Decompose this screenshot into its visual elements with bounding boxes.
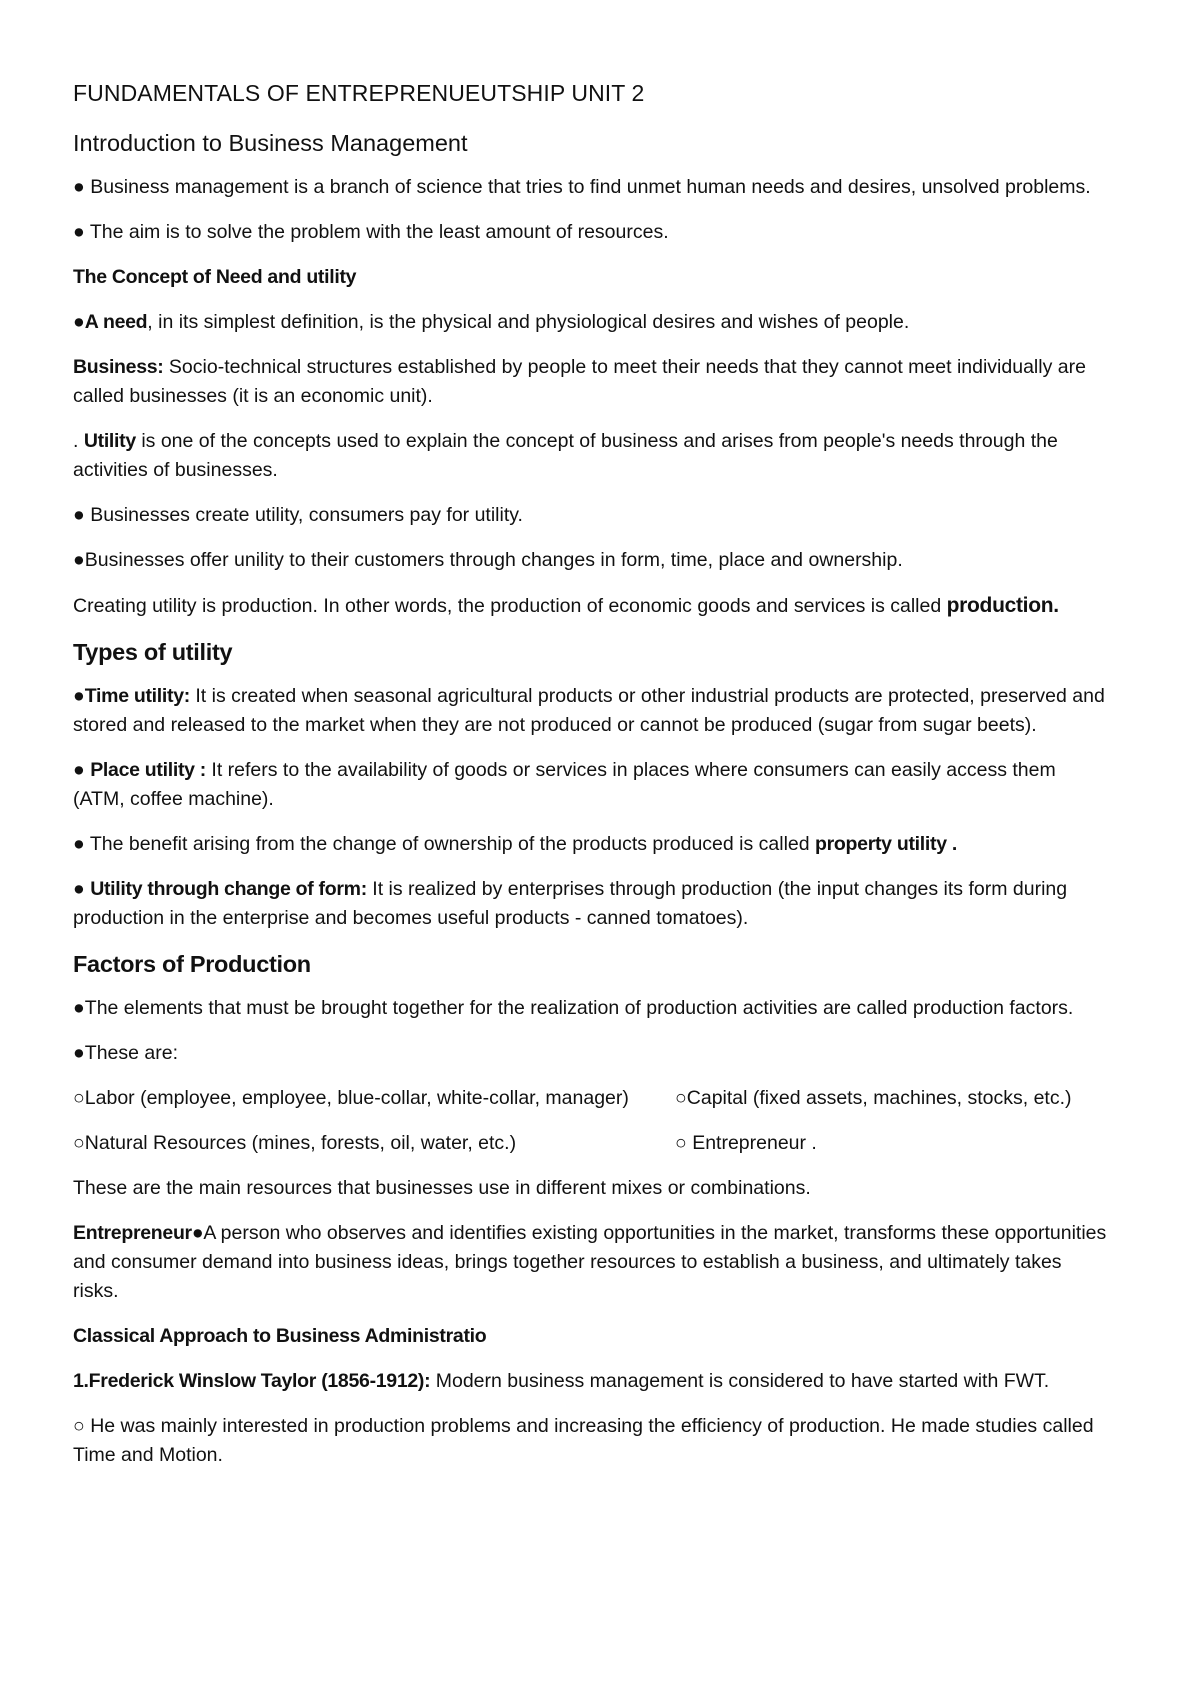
term-place-utility: Place utility : <box>90 759 206 781</box>
property-end: . <box>946 833 957 855</box>
definition-need: , in its simplest definition, is the physical and physiological desires and wishes of people. <box>147 311 910 333</box>
term-taylor: 1.Frederick Winslow Taylor (1856-1912): <box>73 1370 431 1392</box>
document-title: FUNDAMENTALS OF ENTREPRENUEUTSHIP UNIT 2 <box>73 80 645 106</box>
paragraph-time-utility <box>73 682 1108 740</box>
utility-prefix: . <box>73 430 84 452</box>
paragraph-taylor <box>73 1367 1108 1396</box>
paragraph-these-are: ●These are: <box>73 1042 178 1064</box>
section-heading-need-utility: The Concept of Need and utility <box>73 266 357 288</box>
factors-row-2 <box>73 1129 1108 1158</box>
paragraph-create-utility: ● Businesses create utility, consumers pay for utility. <box>73 504 523 526</box>
term-utility: Utility <box>83 430 136 452</box>
paragraph-production-factors: ●The elements that must be brought together for the realization of production activities are called production factors. <box>73 997 1074 1019</box>
list-item-capital: ○Capital (fixed assets, machines, stocks, etc.) <box>675 1087 1072 1109</box>
list-item-labor: ○Labor (employee, employee, blue-collar, white-collar, manager) <box>73 1087 629 1109</box>
definition-form-utility: It is realized by enterprises through production (the input changes its form during production in the enterprise and becomes useful products - canned tomatoes). <box>73 878 1068 929</box>
production-text: Creating utility is production. In other words, the production of economic goods and services is called <box>73 595 947 617</box>
term-production: production. <box>946 594 1059 617</box>
factors-row-1 <box>73 1084 1108 1113</box>
paragraph-entrepreneur <box>73 1219 1108 1306</box>
bullet: ● <box>73 759 91 781</box>
definition-entrepreneur: A person who observes and identifies existing opportunities in the market, transforms these opportunities and consumer demand into business ideas, brings together resources to establish a business, and ultimately takes risks. <box>73 1222 1107 1302</box>
paragraph-utility <box>73 427 1108 485</box>
definition-business: Socio-technical structures established by people to meet their needs that they cannot meet individually are called businesses (it is an economic unit). <box>73 356 1086 407</box>
definition-utility: is one of the concepts used to explain the concept of business and arises from people's needs through the activities of businesses. <box>73 430 1058 481</box>
section-heading-types-of-utility: Types of utility <box>73 639 233 665</box>
list-item-natural-resources: ○Natural Resources (mines, forests, oil, water, etc.) <box>73 1132 517 1154</box>
bullet: ● <box>73 311 85 333</box>
paragraph-aim: ● The aim is to solve the problem with the least amount of resources. <box>73 221 669 243</box>
paragraph-form-utility <box>73 875 1108 933</box>
term-time-utility: Time utility: <box>84 685 190 707</box>
property-text: ● The benefit arising from the change of ownership of the products produced is called <box>73 833 816 855</box>
paragraph-offer-utility: ●Businesses offer unility to their customers through changes in form, time, place and ownership. <box>73 549 903 571</box>
paragraph-time-motion: ○ He was mainly interested in production problems and increasing the efficiency of production. He made studies called Time and Motion. <box>73 1415 1094 1466</box>
term-entrepreneur: Entrepreneur● <box>73 1222 204 1244</box>
section-heading-factors-of-production: Factors of Production <box>73 951 311 977</box>
section-heading-introduction: Introduction to Business Management <box>73 130 468 156</box>
definition-taylor: Modern business management is considered to have started with FWT. <box>430 1370 1050 1392</box>
term-property-utility: property utility <box>815 833 947 855</box>
paragraph-business-management: ● Business management is a branch of science that tries to find unmet human needs and desires, unsolved problems. <box>73 176 1091 198</box>
paragraph-production <box>73 591 1108 621</box>
definition-place-utility: It refers to the availability of goods or services in places where consumers can easily access them (ATM, coffee machine). <box>73 759 1056 810</box>
paragraph-place-utility <box>73 756 1108 814</box>
bullet: ● <box>73 685 85 707</box>
definition-time-utility: It is created when seasonal agricultural products or other industrial products are protected, preserved and stored and released to the market when they are not produced or cannot be produced (sugar from sugar beets). <box>73 685 1105 736</box>
paragraph-business <box>73 353 1108 411</box>
term-business: Business: <box>73 356 164 378</box>
bullet: ● <box>73 878 91 900</box>
paragraph-need <box>73 308 1108 337</box>
term-need: A need <box>84 311 148 333</box>
paragraph-property-utility <box>73 830 1108 859</box>
paragraph-main-resources: These are the main resources that businesses use in different mixes or combinations. <box>73 1177 811 1199</box>
section-heading-classical-approach: Classical Approach to Business Administratio <box>73 1325 487 1347</box>
term-form-utility: Utility through change of form: <box>90 878 367 900</box>
list-item-entrepreneur: ○ Entrepreneur . <box>675 1132 817 1154</box>
